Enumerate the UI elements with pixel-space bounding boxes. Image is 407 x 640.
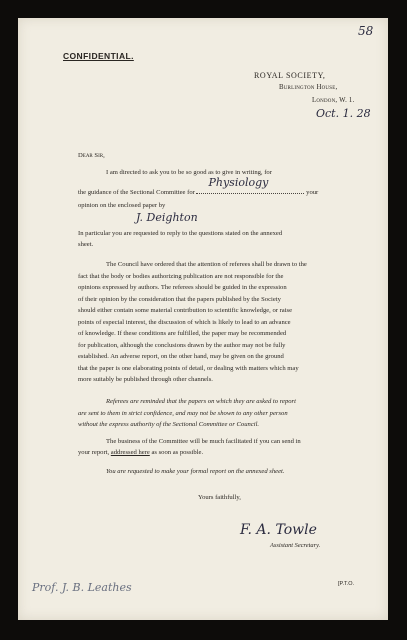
handwritten-signature: F. A. Towle — [240, 522, 317, 538]
formal-report-instruction: You are requested to make your formal report on the annexed sheet. — [106, 468, 285, 475]
paragraph-2-line: fact that the body or bodies authorizing publication are not responsible for the — [78, 272, 284, 280]
paragraph-3-confidentiality — [78, 396, 296, 431]
handwritten-referee-name: Prof. J. B. Leathes — [32, 581, 132, 594]
paragraph-1-line-1: I am directed to ask you to be so good as to give in writing, for — [106, 169, 272, 176]
paragraph-2-line: more suitably be published through other channels. — [78, 376, 213, 383]
organisation-name: ROYAL SOCIETY, — [254, 71, 326, 80]
committee-suffix: your — [306, 189, 319, 196]
paragraph-1-line-5: sheet. — [78, 241, 94, 248]
committee-blank — [196, 176, 304, 194]
handwritten-author: J. Deighton — [136, 211, 198, 224]
report-prefix: your report, — [78, 449, 110, 456]
paragraph-2-line: that the paper is one elaborating points of detail, or dealing with matters which may — [78, 364, 299, 372]
paragraph-2-line: opinions expressed by authors. The referees should be guided in the expression — [78, 284, 287, 291]
addressed-here-underlined: addressed here — [110, 449, 150, 456]
paragraph-1-line-2 — [78, 176, 319, 199]
yours-faithfully: Yours faithfully, — [198, 494, 241, 501]
handwritten-committee: Physiology — [208, 176, 269, 189]
paragraph-4-line-1: The business of the Committee will be much facilitated if you can send in — [106, 438, 301, 445]
paragraph-2-line: points of especial interest, the discussion of which is likely to lead to an advance — [78, 318, 291, 326]
paragraph-1-line-3: opinion on the enclosed paper by — [78, 202, 166, 209]
paragraph-3-line: are sent to them in strict confidence, and may not be shown to any other person — [78, 409, 288, 417]
paragraph-2-line: of knowledge. If these conditions are fulfilled, the paper may be recommended — [78, 330, 287, 337]
address-line-2: London, W. 1. — [312, 97, 355, 104]
report-suffix: as soon as possible. — [151, 449, 204, 456]
handwritten-date: Oct. 1. 28 — [316, 107, 371, 120]
paragraph-2-line: should either contain some material contribution to scientific knowledge, or raise — [78, 307, 293, 314]
paragraph-2-line: for publication, although the conclusions drawn by the author may not be fully — [78, 341, 286, 349]
paragraph-4-line-2 — [78, 447, 203, 459]
paragraph-1-line-4: In particular you are requested to reply to the questions stated on the annexed — [78, 230, 283, 237]
letter-sheet — [18, 18, 388, 620]
confidential-heading: CONFIDENTIAL. — [63, 51, 134, 61]
paragraph-2-line: of their opinion by the consideration that the papers published by the Society — [78, 295, 281, 303]
paragraph-3-line: without the express authority of the Sectional Committee or Council. — [78, 421, 260, 428]
paragraph-2-line: established. An adverse report, on the other hand, may be given on the ground — [78, 353, 284, 360]
paragraph-2 — [78, 259, 353, 386]
paragraph-3-line: Referees are reminded that the papers on which they are asked to report — [106, 398, 296, 405]
committee-prefix: the guidance of the Sectional Committee for — [78, 189, 195, 196]
paragraph-2-line: The Council have ordered that the attention of referees shall be drawn to the — [106, 261, 307, 268]
salutation: Dear Sir, — [78, 152, 105, 159]
address-line-1: Burlington House, — [279, 84, 338, 91]
please-turn-over: [P.T.O. — [338, 581, 355, 587]
signatory-title: Assistant Secretary. — [270, 542, 321, 549]
folio-number: 58 — [358, 24, 374, 38]
